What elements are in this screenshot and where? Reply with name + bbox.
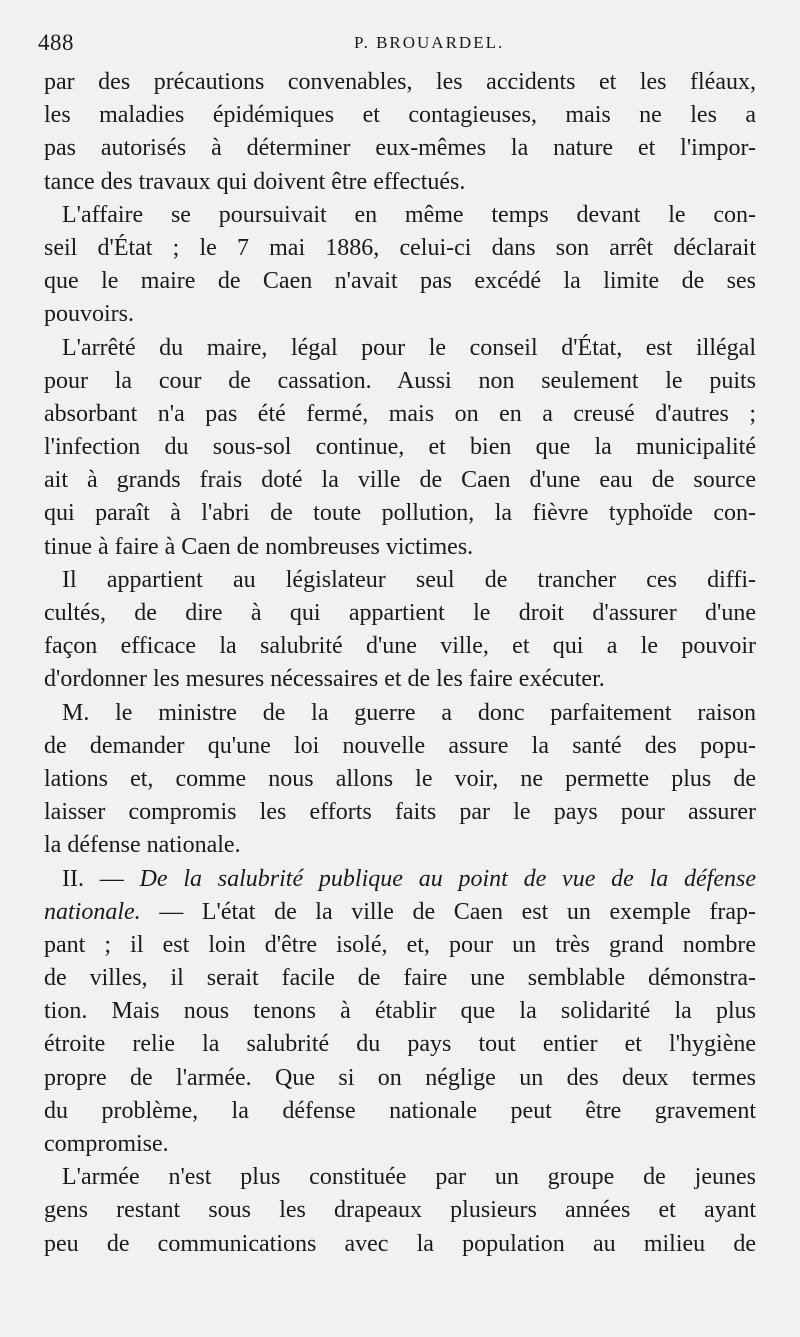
text-segment: Il appartient au législateur seul de trancher ces diffi- <box>62 566 756 593</box>
text-line <box>44 1128 756 1161</box>
text-segment: laisser compromis les efforts faits par le pays pour assurer <box>44 799 756 826</box>
text-segment: absorbant n'a pas été fermé, mais on en a creusé d'autres ; <box>44 400 756 427</box>
text-line <box>44 1028 756 1061</box>
page-number: 488 <box>38 30 74 55</box>
text-segment: — L'état de la ville de Caen est un exemple frap- <box>140 898 756 925</box>
text-line <box>44 597 756 630</box>
text-line <box>44 199 756 232</box>
text-segment: de demander qu'une loi nouvelle assure la santé des popu- <box>44 732 756 759</box>
text-line <box>44 99 756 132</box>
text-line <box>44 995 756 1028</box>
text-line <box>44 1228 756 1261</box>
text-line <box>44 1194 756 1227</box>
text-segment: ait à grands frais doté la ville de Caen d'une eau de source <box>44 467 756 494</box>
text-line <box>44 298 756 331</box>
text-line <box>44 1161 756 1194</box>
text-segment: la défense nationale. <box>44 832 241 859</box>
text-segment: L'affaire se poursuivait en même temps devant le con- <box>62 201 756 228</box>
text-segment: propre de l'armée. Que si on néglige un des deux termes <box>44 1064 756 1091</box>
text-segment: tance des travaux qui doivent être effectués. <box>44 168 466 195</box>
text-segment: étroite relie la salubrité du pays tout entier et l'hygiène <box>44 1031 756 1058</box>
text-line <box>44 730 756 763</box>
text-segment: M. le ministre de la guerre a donc parfaitement raison <box>62 699 756 726</box>
text-line <box>44 332 756 365</box>
text-line <box>44 763 756 796</box>
text-line <box>44 896 756 929</box>
text-line <box>44 132 756 165</box>
text-segment: II. — <box>62 865 140 892</box>
text-line <box>44 531 756 564</box>
text-segment: d'ordonner les mesures nécessaires et de les faire exécuter. <box>44 666 605 693</box>
italic-text-segment: nationale. <box>44 898 141 925</box>
text-segment: l'infection du sous-sol continue, et bien que la municipalité <box>44 434 756 461</box>
body-text <box>44 66 756 1261</box>
text-segment: tion. Mais nous tenons à établir que la solidarité la plus <box>44 998 756 1025</box>
text-line <box>44 929 756 962</box>
text-segment: du problème, la défense nationale peut être gravement <box>44 1097 756 1124</box>
text-line <box>44 663 756 696</box>
text-line <box>44 265 756 298</box>
running-head: P. BROUARDEL. <box>354 33 505 52</box>
text-segment: cultés, de dire à qui appartient le droit d'assurer d'une <box>44 600 756 626</box>
text-segment: pour la cour de cassation. Aussi non seulement le puits <box>44 367 756 394</box>
text-line <box>44 365 756 398</box>
text-segment: pouvoirs. <box>44 301 134 328</box>
text-segment: compromise. <box>44 1131 169 1157</box>
italic-text-segment: De la salubrité publique au point de vue de la défense <box>139 865 756 892</box>
text-segment: lations et, comme nous allons le voir, ne permette plus de <box>44 765 756 792</box>
text-line <box>44 232 756 265</box>
text-line <box>44 497 756 530</box>
text-line <box>44 796 756 829</box>
text-line <box>44 464 756 497</box>
text-segment: pas autorisés à déterminer eux-mêmes la nature et l'impor- <box>44 135 756 162</box>
text-segment: L'arrêté du maire, légal pour le conseil d'État, est illégal <box>62 334 756 361</box>
text-segment: qui paraît à l'abri de toute pollution, la fièvre typhoïde con- <box>44 500 756 527</box>
text-line <box>44 1095 756 1128</box>
text-segment: façon efficace la salubrité d'une ville, et qui a le pouvoir <box>44 633 756 660</box>
text-segment: par des précautions convenables, les accidents et les fléaux, <box>44 69 756 95</box>
text-segment: que le maire de Caen n'avait pas excédé la limite de ses <box>44 268 756 295</box>
text-line <box>44 166 756 199</box>
text-segment: tinue à faire à Caen de nombreuses victimes. <box>44 533 474 560</box>
text-line <box>44 66 756 99</box>
page-header <box>38 30 760 58</box>
text-segment: seil d'État ; le 7 mai 1886, celui-ci dans son arrêt déclarait <box>44 234 756 261</box>
text-line <box>44 1062 756 1095</box>
text-line <box>44 697 756 730</box>
text-line <box>44 863 756 896</box>
text-line <box>44 398 756 431</box>
text-line <box>44 962 756 995</box>
text-line <box>44 431 756 464</box>
text-line <box>44 829 756 862</box>
text-segment: peu de communications avec la population au milieu de <box>44 1230 756 1257</box>
text-segment: gens restant sous les drapeaux plusieurs années et ayant <box>44 1197 756 1224</box>
text-segment: de villes, il serait facile de faire une semblable démonstra- <box>44 965 756 992</box>
text-line <box>44 564 756 597</box>
text-segment: les maladies épidémiques et contagieuses, mais ne les a <box>44 102 756 129</box>
text-line <box>44 630 756 663</box>
text-segment: L'armée n'est plus constituée par un groupe de jeunes <box>62 1164 756 1191</box>
text-segment: pant ; il est loin d'être isolé, et, pour un très grand nombre <box>44 931 756 958</box>
